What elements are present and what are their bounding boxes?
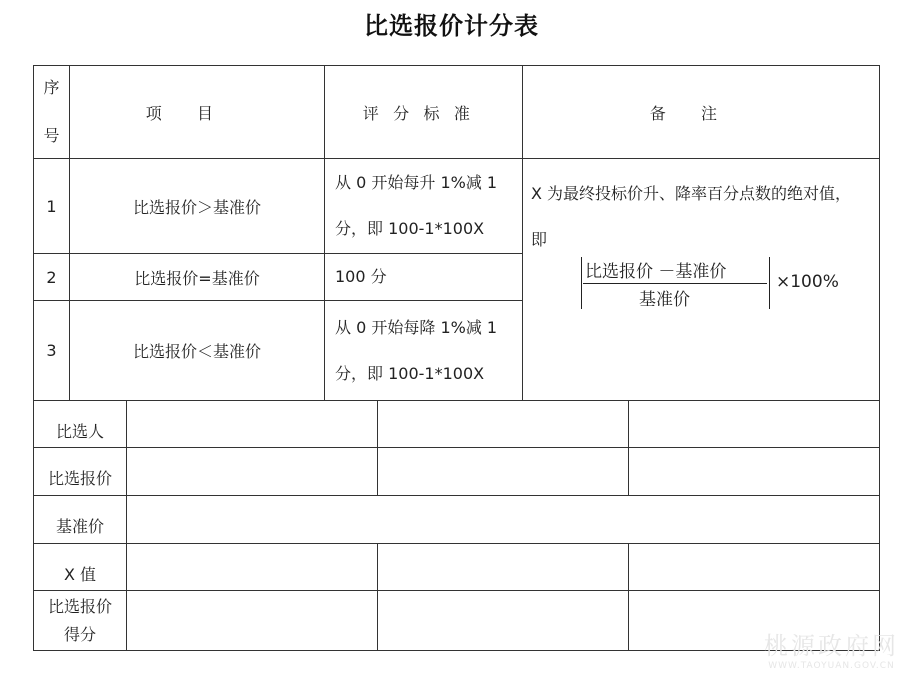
score-cell-1 bbox=[126, 590, 378, 651]
bid-price-cell-1 bbox=[126, 447, 378, 496]
header-item-label: 项目 bbox=[145, 103, 249, 123]
header-standard bbox=[324, 65, 523, 159]
header-seq-char1: 序 bbox=[43, 78, 60, 97]
label-bidder: 比选人 bbox=[33, 400, 127, 448]
row-2-item: 比选报价=基准价 bbox=[69, 253, 325, 301]
row-3-item: 比选报价＜基准价 bbox=[69, 300, 325, 401]
label-score bbox=[33, 590, 127, 651]
row-3-standard bbox=[324, 300, 523, 401]
formula-denominator: 基准价 bbox=[639, 290, 690, 310]
bidder-cell-2 bbox=[377, 400, 629, 448]
header-standard-label: 评分标准 bbox=[362, 103, 485, 123]
row-2-no: 2 bbox=[33, 253, 70, 301]
label-bid-price: 比选报价 bbox=[33, 447, 127, 496]
row-1-standard bbox=[324, 158, 523, 254]
remark-line1: X 为最终投标价升、降率百分点数的绝对值， bbox=[531, 184, 852, 203]
header-seq-char2: 号 bbox=[43, 126, 60, 145]
header-seq bbox=[33, 65, 70, 159]
bidder-cell-3 bbox=[628, 400, 880, 448]
formula-multiplier: ×100% bbox=[776, 272, 839, 292]
label-base-price: 基准价 bbox=[33, 495, 127, 544]
bidder-cell-1 bbox=[126, 400, 378, 448]
remark-cell bbox=[522, 158, 880, 401]
row-1-standard-line2: 分，即 100-1*100X bbox=[335, 219, 485, 238]
row-1-no: 1 bbox=[33, 158, 70, 254]
score-cell-2 bbox=[377, 590, 629, 651]
header-remark bbox=[522, 65, 880, 159]
formula-abs-left bbox=[581, 257, 582, 309]
header-remark-label: 备注 bbox=[649, 103, 753, 123]
header-item bbox=[69, 65, 325, 159]
formula-fraction-bar bbox=[583, 283, 767, 284]
row-3-standard-line2: 分，即 100-1*100X bbox=[335, 363, 485, 383]
bid-price-cell-3 bbox=[628, 447, 880, 496]
remark-formula bbox=[581, 257, 839, 310]
label-x-value: X 值 bbox=[33, 543, 127, 591]
x-value-cell-3 bbox=[628, 543, 880, 591]
watermark-line1: 桃源政府网 bbox=[764, 632, 899, 660]
formula-abs-right bbox=[769, 257, 770, 309]
bid-price-cell-2 bbox=[377, 447, 629, 496]
x-value-cell-2 bbox=[377, 543, 629, 591]
row-2-standard: 100 分 bbox=[324, 253, 523, 301]
label-score-line2: 得分 bbox=[63, 624, 96, 644]
base-price-value bbox=[126, 495, 880, 544]
formula-numerator: 比选报价 －基准价 bbox=[585, 262, 727, 282]
remark-line2: 即 bbox=[531, 230, 548, 249]
row-3-no: 3 bbox=[33, 300, 70, 401]
watermark-line2: WWW.TAOYUAN.GOV.CN bbox=[768, 661, 895, 671]
label-score-line1: 比选报价 bbox=[47, 596, 112, 616]
row-3-standard-line1: 从 0 开始每降 1%减 1 bbox=[335, 317, 498, 337]
x-value-cell-1 bbox=[126, 543, 378, 591]
page-title: 比选报价计分表 bbox=[364, 11, 539, 40]
row-1-item: 比选报价＞基准价 bbox=[69, 158, 325, 254]
row-1-standard-line1: 从 0 开始每升 1%减 1 bbox=[335, 173, 498, 192]
score-cell-3 bbox=[628, 590, 880, 651]
